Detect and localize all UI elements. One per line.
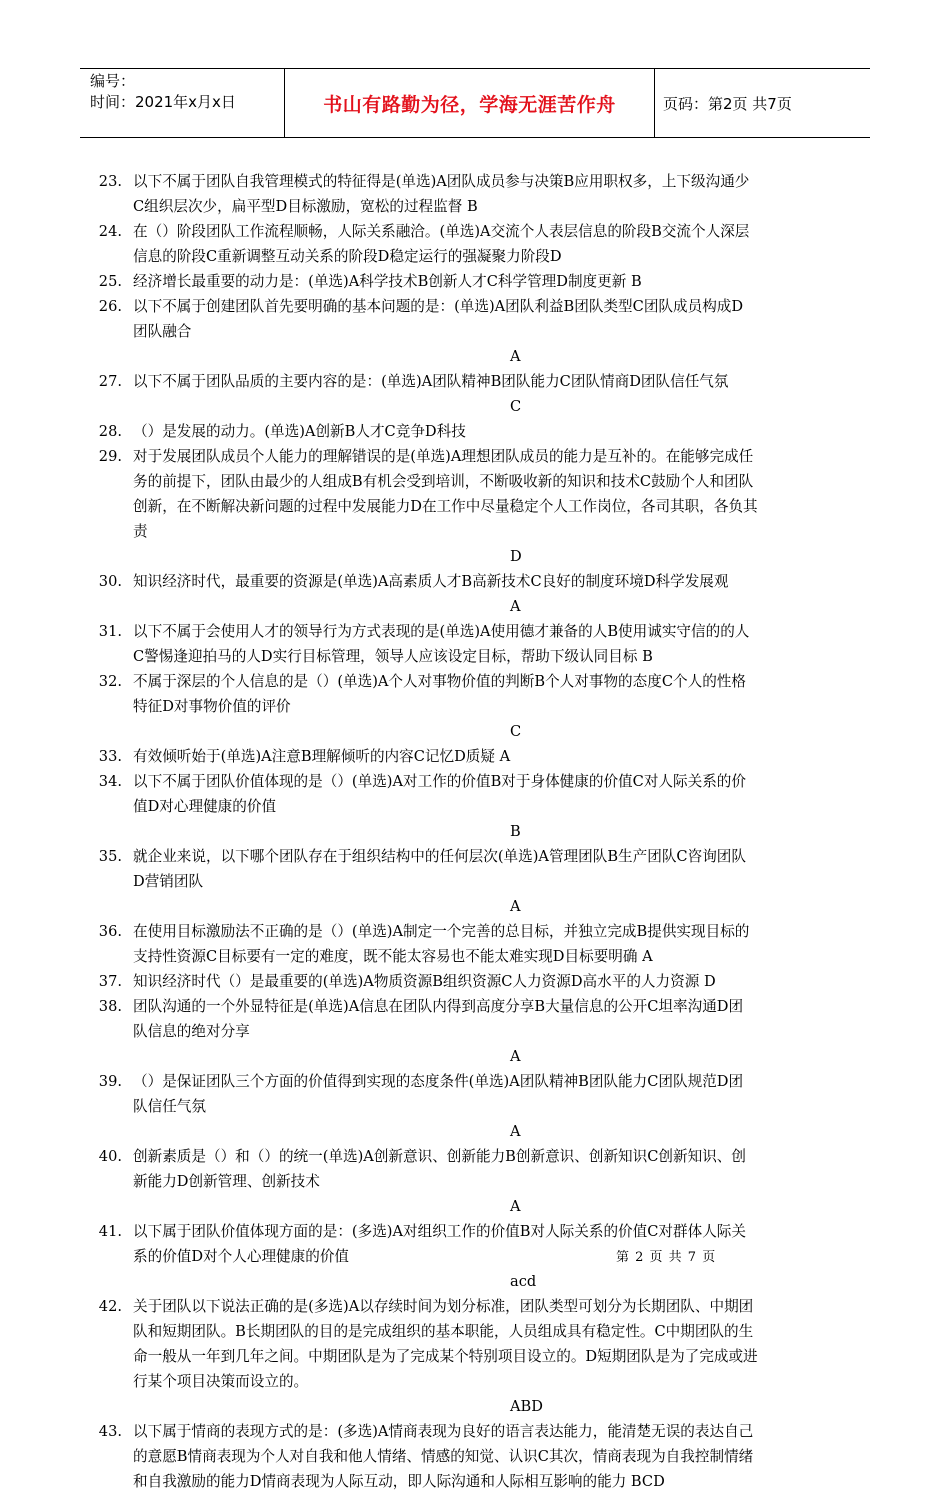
question-text-line: 以下不属于会使用人才的领导行为方式表现的是(单选)A使用德才兼备的人B使用诚实守信的的人 (133, 623, 750, 640)
question-item (0, 744, 950, 769)
question-text-line: 创新素质是（）和（）的统一(单选)A创新意识、创新能力B创新意识、创新知识C创新知识、创 (133, 1148, 746, 1165)
question-item (0, 269, 950, 294)
question-number: 36. (98, 923, 122, 940)
question-text-line: （）是发展的动力。(单选)A创新B人才C竞争D科技 (133, 423, 466, 440)
header-page-label: 页码：第2页 共7页 (663, 94, 792, 113)
page-footer: 第 2 页 共 7 页 (616, 1250, 717, 1265)
question-answer: A (510, 348, 521, 365)
question-text-line: 团队沟通的一个外显特征是(单选)A信息在团队内得到高度分享B大量信息的公开C坦率沟通D团 (133, 998, 744, 1015)
question-number: 39. (98, 1073, 122, 1090)
question-answer: A (510, 1123, 521, 1140)
question-number: 38. (98, 998, 122, 1015)
question-text-line: 关于团队以下说法正确的是(多选)A以存续时间为划分标准，团队类型可划分为长期团队、中期团 (133, 1298, 754, 1315)
question-text-line: D营销团队 (133, 873, 204, 890)
document-date-label: 时间：2021年x月x日 (90, 93, 236, 111)
question-text-line: （）是保证团队三个方面的价值得到实现的态度条件(单选)A团队精神B团队能力C团队规范D团 (133, 1073, 744, 1090)
question-text-line: 在使用目标激励法不正确的是（）(单选)A制定一个完善的总目标，并独立完成B提供实现目标的 (133, 923, 750, 940)
question-answer: ABD (510, 1398, 543, 1415)
question-item (0, 619, 950, 669)
question-number: 23. (98, 173, 122, 190)
question-text-line: 创新，在不断解决新问题的过程中发展能力D在工作中尽量稳定个人工作岗位，各司其职，各负其 (133, 498, 758, 515)
question-text-line: 支持性资源C目标要有一定的难度，既不能太容易也不能太难实现D目标要明确 A (133, 948, 653, 965)
question-text-line: 就企业来说，以下哪个团队存在于组织结构中的任何层次(单选)A管理团队B生产团队C咨询团队 (133, 848, 746, 865)
question-text-line: 新能力D创新管理、创新技术 (133, 1173, 320, 1190)
question-text-line: 以下不属于创建团队首先要明确的基本问题的是：(单选)A团队利益B团队类型C团队成员构成D (133, 298, 744, 315)
question-number: 40. (98, 1148, 122, 1165)
question-text-line: 命一般从一年到几年之间。中期团队是为了完成某个特别项目设立的。D短期团队是为了完成或进 (133, 1348, 758, 1365)
question-text-line: 务的前提下，团队由最少的人组成B有机会受到培训，不断吸收新的知识和技术C鼓励个人和团队 (133, 473, 754, 490)
question-number: 24. (98, 223, 122, 240)
question-answer: D (510, 548, 522, 565)
question-number: 25. (98, 273, 122, 290)
question-item (0, 169, 950, 219)
question-answer: A (510, 598, 521, 615)
question-item (0, 1219, 950, 1294)
question-number: 34. (98, 773, 122, 790)
question-item (0, 219, 950, 269)
question-number: 32. (98, 673, 122, 690)
question-text-line: 队信息的绝对分享 (133, 1023, 250, 1040)
question-text-line: 以下属于团队价值体现方面的是：(多选)A对组织工作的价值B对人际关系的价值C对群体人际关 (133, 1223, 746, 1240)
question-text-line: 在（）阶段团队工作流程顺畅，人际关系融洽。(单选)A交流个人表层信息的阶段B交流个人深层 (133, 223, 750, 240)
question-number: 26. (98, 298, 122, 315)
question-number: 43. (98, 1423, 122, 1440)
question-text-line: 不属于深层的个人信息的是（）(单选)A个人对事物价值的判断B个人对事物的态度C个人的性格 (133, 673, 746, 690)
header-meta (80, 69, 284, 137)
question-number: 35. (98, 848, 122, 865)
question-text-line: 系的价值D对个人心理健康的价值 (133, 1248, 350, 1265)
question-text-line: 对于发展团队成员个人能力的理解错误的是(单选)A理想团队成员的能力是互补的。在能够完成任 (133, 448, 754, 465)
question-text-line: C警惕逢迎拍马的人D实行目标管理，领导人应该设定目标，帮助下级认同目标 B (133, 648, 653, 665)
question-text-line: 的意愿B情商表现为个人对自我和他人情绪、情感的知觉、认识C其次，情商表现为自我控制情绪 (133, 1448, 754, 1465)
question-item (0, 419, 950, 444)
question-number: 29. (98, 448, 122, 465)
question-number: 28. (98, 423, 122, 440)
question-item (0, 919, 950, 969)
question-text-line: 有效倾听始于(单选)A注意B理解倾听的内容C记忆D质疑 A (133, 748, 511, 765)
question-answer: C (510, 723, 522, 740)
document-number-label: 编号： (90, 72, 136, 90)
question-answer: A (510, 1048, 521, 1065)
question-text-line: 经济增长最重要的动力是：(单选)A科学技术B创新人才C科学管理D制度更新 B (133, 273, 642, 290)
header-motto: 书山有路勤为径，学海无涯苦作舟 (284, 69, 655, 137)
question-text-line: C组织层次少，扁平型D目标激励，宽松的过程监督 B (133, 198, 478, 215)
question-number: 27. (98, 373, 122, 390)
question-text-line: 知识经济时代，最重要的资源是(单选)A高素质人才B高新技术C良好的制度环境D科学发展观 (133, 573, 729, 590)
question-text-line: 队信任气氛 (133, 1098, 206, 1115)
question-text-line: 责 (133, 523, 148, 540)
question-number: 33. (98, 748, 122, 765)
question-text-line: 以下不属于团队自我管理模式的特征得是(单选)A团队成员参与决策B应用职权多，上下级沟通少 (133, 173, 750, 190)
question-text-line: 和自我激励的能力D情商表现为人际互动，即人际沟通和人际相互影响的能力 BCD (133, 1473, 665, 1490)
question-answer: acd (510, 1273, 537, 1290)
question-item (0, 769, 950, 844)
question-number: 37. (98, 973, 122, 990)
question-answer: A (510, 898, 521, 915)
question-number: 31. (98, 623, 122, 640)
question-text-line: 信息的阶段C重新调整互动关系的阶段D稳定运行的强凝聚力阶段D (133, 248, 562, 265)
question-item (0, 444, 950, 569)
question-item (0, 994, 950, 1069)
page-header (80, 68, 870, 138)
question-text-line: 行某个项目决策而设立的。 (133, 1373, 309, 1390)
question-text-line: 以下属于情商的表现方式的是：(多选)A情商表现为良好的语言表达能力，能清楚无误的表达自己 (133, 1423, 754, 1440)
question-item (0, 1069, 950, 1144)
question-item (0, 1294, 950, 1419)
question-text-line: 以下不属于团队品质的主要内容的是：(单选)A团队精神B团队能力C团队情商D团队信任气氛 (133, 373, 729, 390)
question-text-line: 团队融合 (133, 323, 192, 340)
question-number: 41. (98, 1223, 122, 1240)
question-answer: C (510, 398, 522, 415)
question-text-line: 特征D对事物价值的评价 (133, 698, 291, 715)
question-item (0, 969, 950, 994)
question-text-line: 知识经济时代（）是最重要的(单选)A物质资源B组织资源C人力资源D高水平的人力资源 D (133, 973, 716, 990)
question-item (0, 1144, 950, 1219)
question-answer: B (510, 823, 521, 840)
question-list (0, 169, 950, 1494)
question-item (0, 844, 950, 919)
question-item (0, 669, 950, 744)
question-item (0, 569, 950, 619)
question-item (0, 369, 950, 419)
question-text-line: 值D对心理健康的价值 (133, 798, 277, 815)
question-answer: A (510, 1198, 521, 1215)
question-text-line: 以下不属于团队价值体现的是（）(单选)A对工作的价值B对于身体健康的价值C对人际关系的价 (133, 773, 746, 790)
question-number: 42. (98, 1298, 122, 1315)
question-item (0, 1419, 950, 1494)
question-text-line: 队和短期团队。B长期团队的目的是完成组织的基本职能，人员组成具有稳定性。C中期团队的生 (133, 1323, 754, 1340)
question-item (0, 294, 950, 369)
question-number: 30. (98, 573, 122, 590)
